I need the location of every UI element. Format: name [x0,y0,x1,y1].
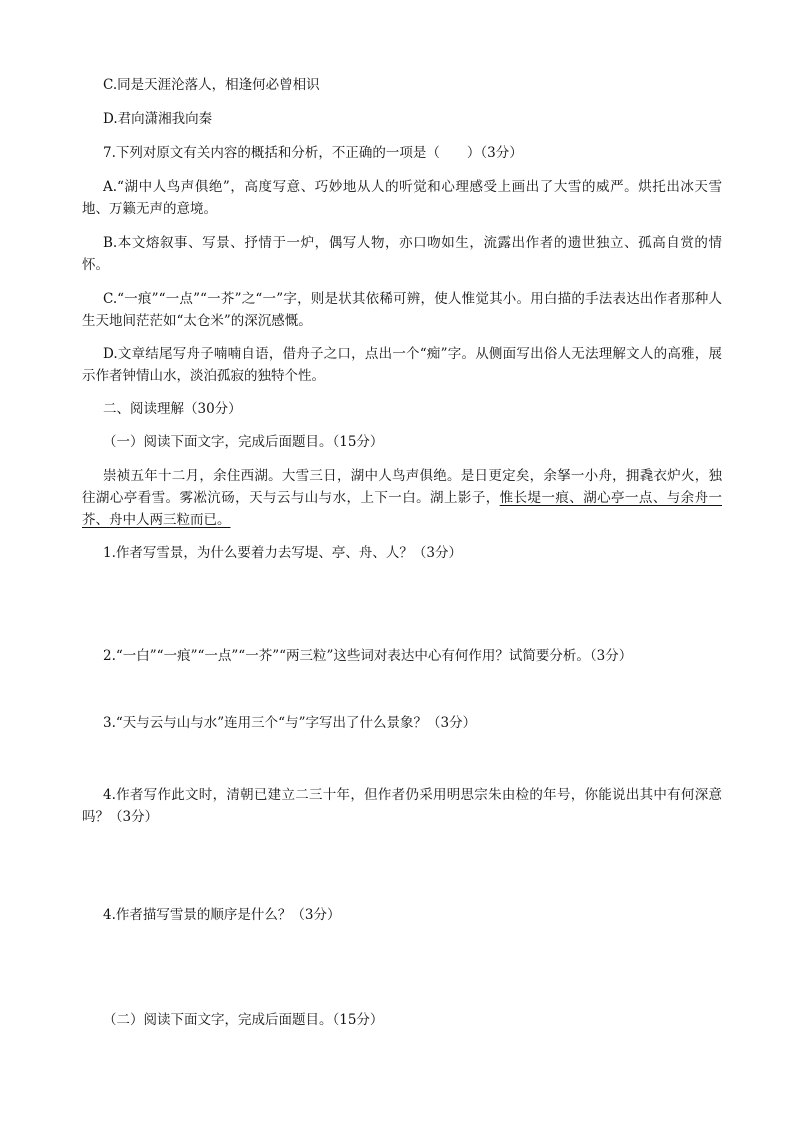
passage-underlined-text: 惟长堤一痕、湖心亭一点、与余舟一芥、舟中人两三粒而已。 [82,490,723,528]
option-d-q6: D.君向潇湘我向秦 [103,111,213,127]
part-2-title: （二）阅读下面文字，完成后面题目。（15分） [103,1012,384,1028]
question-7-option-a: A.“湖中人鸟声俱绝”，高度写意、巧妙地从人的听觉和心理感受上画出了大雪的威严。烘托出冰天雪地、万籁无声的意境。 [82,179,722,217]
question-7-option-d: D.文章结尾写舟子喃喃自语，借舟子之口，点出一个“痴”字。从侧面写出俗人无法理解文人的高雅，展示作者钟情山水，淡泊孤寂的独特个性。 [82,346,722,384]
section-2-title: 二、阅读理解（30分） [103,401,242,417]
question-7-option-c: C.“一痕”“一点”“一芥”之“一”字，则是状其依稀可辨，使人惟觉其小。用白描的手法表达出作者那种人生天地间茫茫如“太仓米”的深沉感慨。 [82,291,722,329]
question-2: 2.“一白”“一痕”“一点”“一芥”“两三粒”这些词对表达中心有何作用？试简要分析。（3分） [103,648,633,664]
question-3: 3.“天与云与山与水”连用三个“与”字写出了什么景象？（3分） [103,715,477,731]
question-4a: 4.作者写作此文时，清朝已建立二三十年，但作者仍采用明思宗朱由检的年号，你能说出其中有何深意吗？（3分） [82,787,722,825]
question-1: 1.作者写雪景，为什么要着力去写堤、亭、舟、人？（3分） [103,545,462,561]
question-4b: 4.作者描写雪景的顺序是什么？（3分） [103,907,341,923]
passage-text: 崇祯五年十二月，余住西湖。大雪三日，湖中人鸟声俱绝。是日更定矣，余拏一小舟，拥毳衣炉火，独往湖心亭看雪。雾凇沆砀，天与云与山与水，上下一白。湖上影子， [82,468,722,506]
reading-passage [82,465,722,531]
question-7-option-b: B.本文熔叙事、写景、抒情于一炉，偶写人物，亦口吻如生，流露出作者的遗世独立、孤高自赏的情怀。 [82,235,722,273]
part-1-title: （一）阅读下面文字，完成后面题目。（15分） [103,434,384,450]
option-c-q6: C.同是天涯沦落人，相逢何必曾相识 [103,77,320,93]
question-7-stem: 7.下列对原文有关内容的概括和分析，不正确的一项是（ ）（3分） [103,145,523,161]
